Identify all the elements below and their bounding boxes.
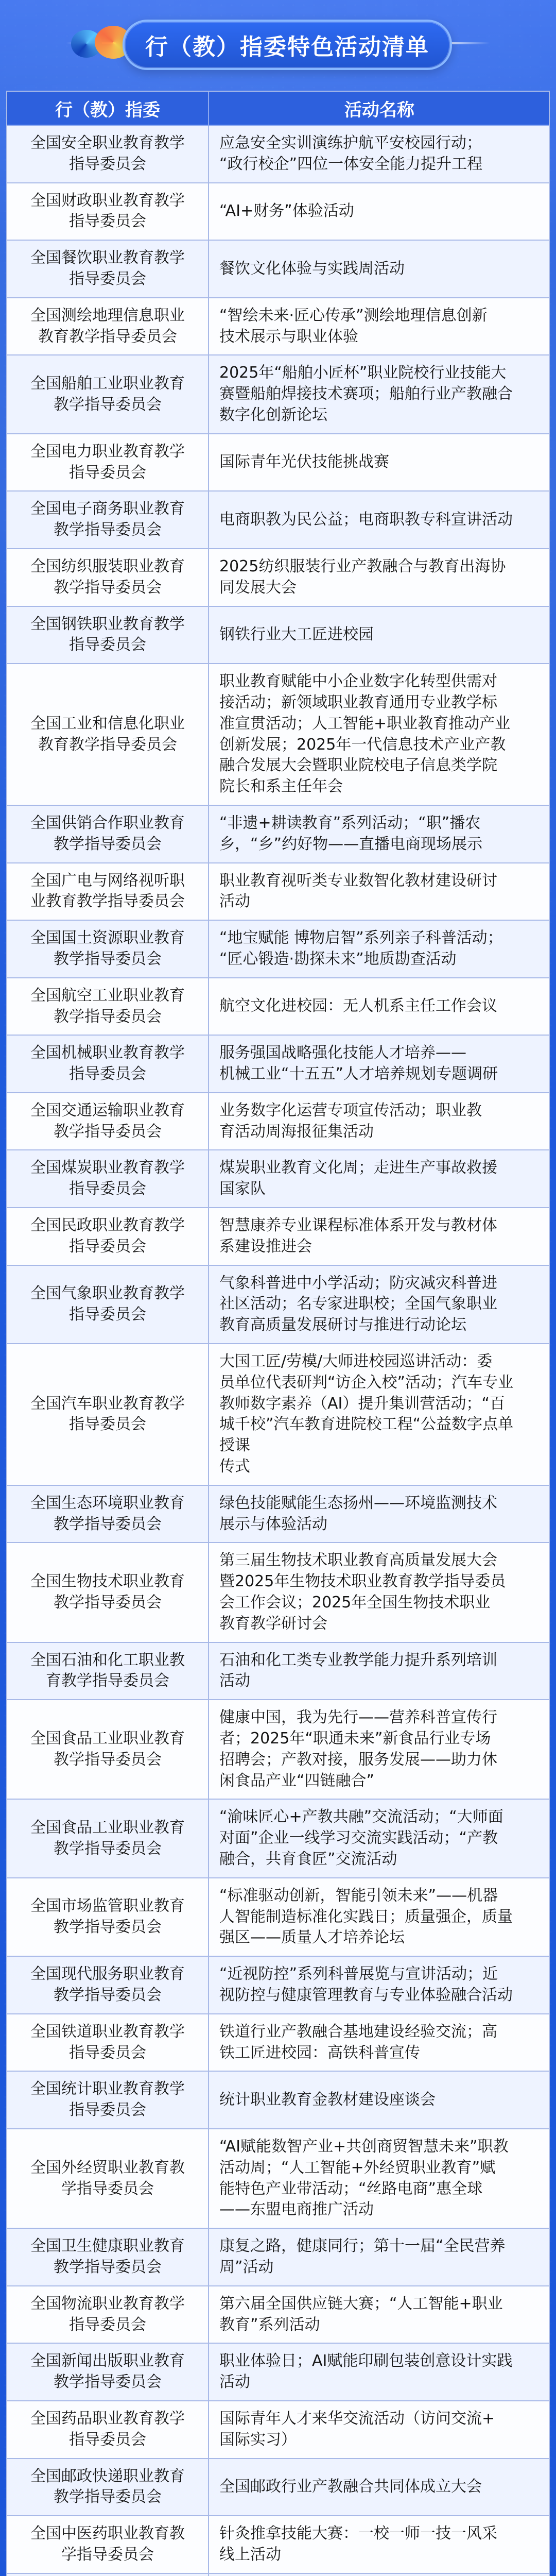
table-row: [7, 2072, 549, 2129]
table-row: [7, 664, 549, 806]
table-header-activity: 活动名称: [344, 99, 414, 121]
table-row: [7, 2574, 549, 2576]
activity-name-cell: 石油和化工类专业教学能力提升系列培训 活动: [219, 1651, 497, 1690]
table-row: [7, 549, 549, 607]
table-row: [7, 1208, 549, 1266]
table-row: [7, 434, 549, 492]
committee-name-cell: 全国生物技术职业教育 教学指导委员会: [7, 1543, 209, 1641]
table-row: [7, 2129, 549, 2229]
activity-name-cell: “近视防控”系列科普展览与宣讲活动；近 视防控与健康管理教育与专业体验融合活动: [219, 1965, 513, 2004]
table-row: [7, 241, 549, 298]
committee-name-cell: 全国钢铁职业教育教学 指导委员会: [7, 607, 209, 664]
table-row: [7, 183, 549, 241]
committee-name-cell: 全国铁道职业教育教学 指导委员会: [7, 2014, 209, 2071]
activity-name-cell: 职业体验日；AI赋能印刷包装创意设计实践 活动: [219, 2352, 513, 2392]
table-row: [7, 1150, 549, 1208]
table-row: [7, 978, 549, 1036]
activity-name-cell: “地宝赋能 博物启智”系列亲子科普活动； “匠心锻造·勘探未来”地质勘查活动: [219, 929, 503, 968]
table-row: [7, 1957, 549, 2014]
committee-name-cell: 全国邮政快递职业教育 教学指导委员会: [7, 2459, 209, 2516]
committee-name-cell: 全国测绘地理信息职业 教育教学指导委员会: [7, 298, 209, 355]
table-row: [7, 2344, 549, 2401]
committee-name-cell: [7, 2574, 209, 2576]
table-row: [7, 1344, 549, 1486]
table-row: [7, 126, 549, 183]
committee-name-cell: 全国餐饮职业教育教学 指导委员会: [7, 241, 209, 297]
activity-name-cell: 国际青年光伏技能挑战赛: [219, 453, 389, 471]
committee-name-cell: 全国新闻出版职业教育 教学指导委员会: [7, 2344, 209, 2400]
committee-name-cell: 全国供销合作职业教育 教学指导委员会: [7, 806, 209, 862]
table-row: [7, 2516, 549, 2574]
activity-name-cell: [209, 2574, 550, 2576]
table-row: [7, 1878, 549, 1957]
activity-name-cell: 铁道行业产教融合基地建设经验交流；高 铁工匠进校园：高铁科普宣传: [219, 2022, 497, 2062]
activity-name-cell: 煤炭职业教育文化周；走进生产事故救援 国家队: [219, 1159, 497, 1198]
table-row: [7, 355, 549, 434]
committee-name-cell: 全国财政职业教育教学 指导委员会: [7, 183, 209, 240]
committee-name-cell: 全国机械职业教育教学 指导委员会: [7, 1036, 209, 1092]
committee-name-cell: 全国汽车职业教育教学 指导委员会: [7, 1344, 209, 1485]
activity-name-cell: 大国工匠/劳模/大师进校园巡讲活动：委 员单位代表研判“访企入校”活动；汽车专业 教师数字素养（AI）提升集训营活动；“百 城千校”汽车教育进院校工程“公益数字点单 授课 传式: [219, 1352, 514, 1476]
activity-name-cell: 餐饮文化体验与实践周活动: [219, 259, 405, 278]
activity-name-cell: 健康中国，我为先行——营养科普宣传行 者；2025年“职通未来”新食品行业专场 招聘会；产教对接，服务发展——助力休 闲食品产业“四链融合”: [219, 1708, 497, 1790]
activity-name-cell: “AI+财务”体验活动: [219, 201, 354, 220]
committee-name-cell: 全国广电与网络视听职 业教育教学指导委员会: [7, 863, 209, 920]
committee-name-cell: 全国电子商务职业教育 教学指导委员会: [7, 492, 209, 548]
table-row: [7, 2401, 549, 2459]
activity-name-cell: “智绘未来·匠心传承”测绘地理信息创新 技术展示与职业体验: [219, 306, 488, 346]
committee-name-cell: 全国电力职业教育教学 指导委员会: [7, 434, 209, 491]
table-row: [7, 2459, 549, 2517]
table-row: [7, 1643, 549, 1701]
activity-name-cell: “渝味匠心+产教共融”交流活动；“大师面 对面”企业一线学习交流实践活动；“产教 融合，共育食匠”交流活动: [219, 1808, 503, 1868]
activity-name-cell: 2025年“船舶小匠杯”职业院校行业技能大 赛暨船舶焊接技术赛项；船舶行业产教融合 数字化创新论坛: [219, 364, 513, 424]
activity-name-cell: “非遗+耕读教育”系列活动；“职”播农 乡，“乡”约好物——直播电商现场展示: [219, 814, 483, 853]
committee-name-cell: 全国生态环境职业教育 教学指导委员会: [7, 1486, 209, 1543]
committee-name-cell: 全国市场监管职业教育 教学指导委员会: [7, 1878, 209, 1956]
activity-name-cell: 绿色技能赋能生态扬州——环境监测技术 展示与体验活动: [219, 1494, 497, 1533]
committee-name-cell: 全国工业和信息化职业 教育教学指导委员会: [7, 664, 209, 805]
committee-name-cell: 全国食品工业职业教育 教学指导委员会: [7, 1700, 209, 1799]
table-row: [7, 1800, 549, 1878]
table-row: [7, 806, 549, 863]
activity-name-cell: 康复之路，健康同行；第十一届“全民营养 周”活动: [219, 2237, 506, 2276]
table-header-committee: 行（教）指委: [7, 92, 209, 125]
activity-name-cell: “AI赋能数智产业+共创商贸智慧未来”职教 活动周；“人工智能+外经贸职业教育”赋 能特色产业带活动；“丝路电商”惠全球 ——东盟电商推广活动: [219, 2137, 509, 2219]
table-row: [7, 1036, 549, 1093]
title-banner: [123, 20, 452, 70]
table-row: [7, 1700, 549, 1800]
committee-name-cell: 全国船舶工业职业教育 教学指导委员会: [7, 355, 209, 433]
activity-name-cell: 职业教育视听类专业数智化教材建设研讨 活动: [219, 871, 497, 911]
table-row: [7, 921, 549, 978]
activity-name-cell: 针灸推拿技能大赛：一校一师一技一风采 线上活动: [219, 2524, 497, 2564]
activity-name-cell: 业务数字化运营专项宣传活动；职业教 育活动周海报征集活动: [219, 1101, 482, 1141]
table-row: [7, 607, 549, 665]
committee-name-cell: 全国民政职业教育教学 指导委员会: [7, 1208, 209, 1265]
committee-name-cell: 全国物流职业教育教学 指导委员会: [7, 2286, 209, 2343]
committee-name-cell: 全国交通运输职业教育 教学指导委员会: [7, 1093, 209, 1150]
table-row: [7, 863, 549, 921]
activity-name-cell: 应急安全实训演练护航平安校园行动； “政行校企”四位一体安全能力提升工程: [219, 134, 483, 173]
activity-name-cell: 第三届生物技术职业教育高质量发展大会 暨2025年生物技术职业教育教学指导委员 会工作会议；2025年全国生物技术职业 教育教学研讨会: [219, 1551, 506, 1633]
table-row: [7, 492, 549, 549]
activity-name-cell: 气象科普进中小学活动；防灾减灾科普进 社区活动；名专家进职校；全国气象职业 教育高质量发展研讨与推进行动论坛: [219, 1274, 497, 1334]
table-row: [7, 1543, 549, 1642]
activity-name-cell: 电商职教为民公益；电商职教专科宣讲活动: [219, 510, 513, 529]
table-row: [7, 2014, 549, 2072]
activity-name-cell: “标准驱动创新，智能引领未来”——机器 人智能制造标准化实践日；质量强企，质量 强区——质量人才培养论坛: [219, 1886, 513, 1947]
page-header: [62, 12, 494, 77]
committee-name-cell: 全国安全职业教育教学 指导委员会: [7, 126, 209, 182]
activity-name-cell: 第六届全国供应链大赛；“人工智能+职业 教育”系列活动: [219, 2294, 503, 2334]
table-row: [7, 2286, 549, 2344]
activity-name-cell: 航空文化进校园：无人机系主任工作会议: [219, 997, 497, 1015]
activity-name-cell: 智慧康养专业课程标准体系开发与教材体 系建设推进会: [219, 1216, 497, 1256]
committee-name-cell: 全国食品工业职业教育 教学指导委员会: [7, 1800, 209, 1877]
committee-name-cell: 全国现代服务职业教育 教学指导委员会: [7, 1957, 209, 2013]
activity-name-cell: 钢铁行业大工匠进校园: [219, 625, 374, 643]
activity-name-cell: 国际青年人才来华交流活动（访问交流+ 国际实习）: [219, 2409, 495, 2449]
committee-name-cell: 全国煤炭职业教育教学 指导委员会: [7, 1150, 209, 1207]
committee-name-cell: 全国卫生健康职业教育 教学指导委员会: [7, 2229, 209, 2285]
table-header-row: [7, 92, 549, 126]
activity-table: [6, 91, 550, 2576]
table-row: [7, 1486, 549, 1544]
activity-name-cell: 统计职业教育金教材建设座谈会: [219, 2090, 436, 2109]
table-row: [7, 298, 549, 356]
activity-name-cell: 职业教育赋能中小企业数字化转型供需对 接活动；新领域职业教育通用专业教学标 准宣贯活动；人工智能+职业教育推动产业 创新发展；2025年一代信息技术产业产教 融合发展大会暨职业院校电子信息类学院 院长和系主任年会: [219, 672, 511, 796]
committee-name-cell: 全国国土资源职业教育 教学指导委员会: [7, 921, 209, 977]
activity-name-cell: 服务强国战略强化技能人才培养—— 机械工业“十五五”人才培养规划专题调研: [219, 1044, 498, 1083]
table-row: [7, 1266, 549, 1344]
activity-name-cell: 2025纺织服装行业产教融合与教育出海协 同发展大会: [219, 557, 506, 597]
committee-name-cell: 全国石油和化工职业教 育教学指导委员会: [7, 1643, 209, 1700]
table-row: [7, 1093, 549, 1151]
committee-name-cell: 全国药品职业教育教学 指导委员会: [7, 2401, 209, 2458]
committee-name-cell: 全国统计职业教育教学 指导委员会: [7, 2072, 209, 2128]
committee-name-cell: 全国外经贸职业教育教 学指导委员会: [7, 2129, 209, 2228]
committee-name-cell: 全国航空工业职业教育 教学指导委员会: [7, 978, 209, 1035]
table-row: [7, 2229, 549, 2286]
table-body: [7, 126, 549, 2576]
committee-name-cell: 全国纺织服装职业教育 教学指导委员会: [7, 549, 209, 606]
activity-name-cell: 全国邮政行业产教融合共同体成立大会: [219, 2477, 482, 2496]
page-title: 行（教）指委特色活动清单: [145, 34, 429, 60]
committee-name-cell: 全国中医药职业教育教 学指导委员会: [7, 2516, 209, 2573]
committee-name-cell: 全国气象职业教育教学 指导委员会: [7, 1266, 209, 1343]
